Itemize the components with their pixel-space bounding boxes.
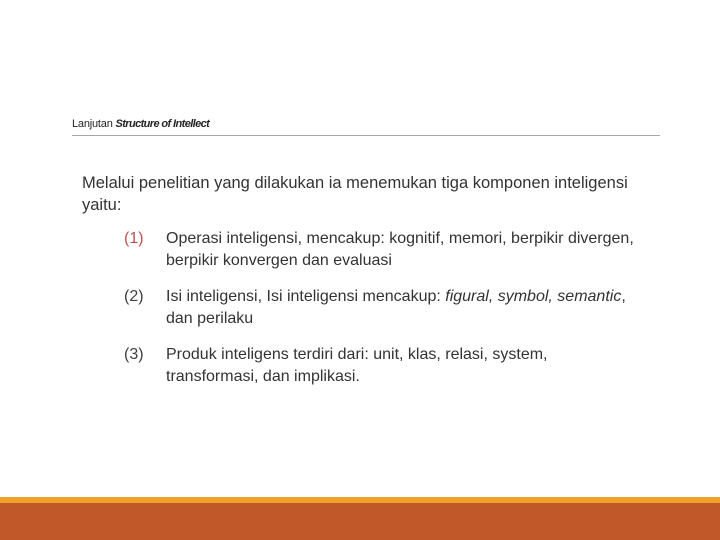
title-prefix: Lanjutan <box>72 118 116 130</box>
list-item <box>124 228 644 272</box>
list-text <box>166 286 644 330</box>
list-item <box>124 344 644 388</box>
list-item <box>124 286 644 330</box>
intro-paragraph: Melalui penelitian yang dilakukan ia menemukan tiga komponen inteligensi yaitu: <box>82 174 628 214</box>
list-text-italic: figural, symbol, semantic <box>445 288 622 305</box>
list-number: (2) <box>124 288 144 305</box>
title-emphasis: Structure of Intellect <box>115 118 210 130</box>
list-text-end: , dan perilaku <box>166 288 626 327</box>
list-number: (1) <box>124 230 144 247</box>
title-divider <box>72 135 660 136</box>
list-number: (3) <box>124 346 144 363</box>
slide-title <box>72 118 209 130</box>
list-text: Operasi inteligensi, mencakup: kognitif, memori, berpikir divergen, berpikir konvergen dan evaluasi <box>166 230 634 269</box>
component-list <box>124 228 644 402</box>
list-text: Produk inteligens terdiri dari: unit, klas, relasi, system, transformasi, dan implikasi. <box>166 346 548 385</box>
list-text-start: Isi inteligensi, Isi inteligensi mencakup: <box>166 288 446 305</box>
footer-bar <box>0 503 720 540</box>
